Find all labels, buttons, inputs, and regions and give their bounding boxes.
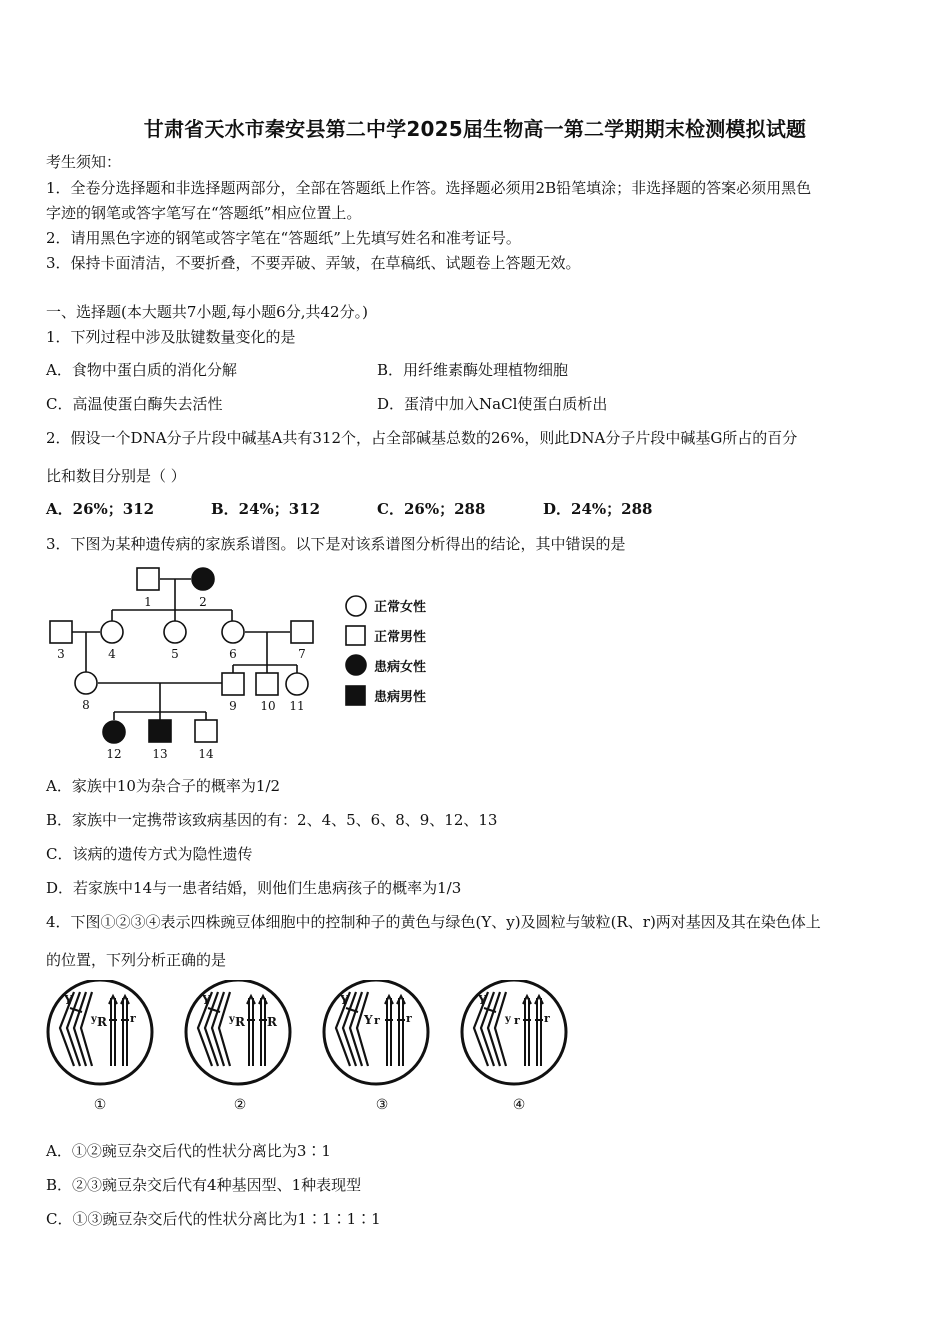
pedigree-individual-3 [50,621,72,643]
q1-option-d: D．蛋清中加入NaCl使蛋白质析出 [377,395,608,413]
q4-option-a: A．①②豌豆杂交后代的性状分离比为3∶1 [46,1142,331,1160]
legend-affected-female-label: 患病女性 [374,660,427,675]
legend-normal-male-symbol [346,626,365,645]
pedigree-individual-2 [192,568,214,590]
pedigree-individual-10 [256,673,278,695]
pedigree-individual-6 [222,621,244,643]
cell-2-label: ② [233,1097,247,1113]
cell-4-gene-4: r [544,1012,550,1025]
cell-3 [324,980,428,1084]
cell-1-label: ① [93,1097,107,1113]
notice-heading: 考生须知： [46,153,122,171]
pedigree-label-3: 3 [57,647,65,661]
cell-4 [462,980,566,1084]
notice-line-3: 3．保持卡面清洁，不要折叠，不要弄破、弄皱，在草稿纸、试题卷上答题无效。 [46,254,581,272]
section-heading: 一、选择题(本大题共7小题,每小题6分,共42分。) [46,303,368,321]
notice-line-1b: 字迹的钢笔或答字笔写在“答题纸”相应位置上。 [46,204,362,222]
pedigree-individual-9 [222,673,244,695]
cell-1-gene-2: y [91,1014,97,1025]
cell-3-label: ③ [375,1097,389,1113]
pedigree-individual-14 [195,720,217,742]
pedigree-individual-8 [75,672,97,694]
q3-option-d: D．若家族中14与一患者结婚，则他们生患病孩子的概率为1/3 [46,879,462,897]
q2-option-a: A．26%；312 [46,500,155,518]
q4-option-b: B．②③豌豆杂交后代有4种基因型、1种表现型 [46,1176,362,1194]
q4-option-c: C．①③豌豆杂交后代的性状分离比为1∶1∶1∶1 [46,1210,381,1228]
pedigree-label-10: 10 [260,699,276,713]
pedigree-label-5: 5 [171,647,179,661]
q1-option-c: C．高温使蛋白酶失去活性 [46,395,223,413]
pedigree-label-6: 6 [229,647,237,661]
legend-affected-female-symbol [346,655,366,675]
pedigree-label-1: 1 [144,595,152,609]
legend-affected-male-symbol [346,686,365,705]
pedigree-label-8: 8 [82,698,90,712]
pedigree-label-4: 4 [108,647,116,661]
pedigree-individual-4 [101,621,123,643]
q4-stem-b: 的位置，下列分析正确的是 [46,951,227,969]
pedigree-individual-1 [137,568,159,590]
q1-stem: 1．下列过程中涉及肽键数量变化的是 [46,328,296,346]
page-title: 甘肃省天水市秦安县第二中学2025届生物高一第二学期期末检测模拟试题 [143,117,807,141]
pedigree-label-13: 13 [152,747,168,761]
notice-line-1a: 1．全卷分选择题和非选择题两部分，全部在答题纸上作答。选择题必须用2B铅笔填涂；非选择题的答案必须用黑色 [46,179,812,197]
cell-3-gene-4: r [406,1012,412,1025]
cell-2-gene-4: R [267,1015,277,1029]
pedigree-individual-7 [291,621,313,643]
cell-4-label: ④ [512,1097,526,1113]
cell-1 [48,980,152,1084]
cell-2-gene-1: Y [202,993,211,1007]
cell-2-gene-3: R [235,1015,245,1029]
pedigree-label-7: 7 [298,647,306,661]
cell-4-gene-1: Y [478,993,487,1007]
q3-option-a: A．家族中10为杂合子的概率为1/2 [46,777,281,795]
q2-option-c: C．26%；288 [377,500,486,518]
cell-3-gene-2: Y [364,1013,373,1027]
legend-affected-male-label: 患病男性 [374,690,427,705]
cell-1-gene-4: r [130,1012,136,1025]
pedigree-label-11: 11 [289,699,305,713]
pedigree-label-9: 9 [229,699,237,713]
q2-stem-b: 比和数目分别是（ ） [46,467,186,485]
cell-4-gene-3: r [514,1014,520,1027]
pedigree-individual-12 [103,721,125,743]
cell-1-gene-3: R [97,1015,107,1029]
pedigree-individual-5 [164,621,186,643]
q2-option-b: B．24%；312 [211,500,321,518]
notice-line-2: 2．请用黑色字迹的钢笔或答字笔在“答题纸”上先填写姓名和准考证号。 [46,229,521,247]
pedigree-label-12: 12 [106,747,122,761]
cell-3-gene-3: r [374,1014,380,1027]
q2-option-d: D．24%；288 [543,500,653,518]
legend-normal-female-label: 正常女性 [374,600,427,615]
pedigree-label-2: 2 [199,595,207,609]
cell-3-gene-1: Y [340,993,349,1007]
cell-1-gene-1: Y [64,993,73,1007]
pedigree-chart [40,562,460,767]
q1-option-b: B．用纤维素酶处理植物细胞 [377,361,569,379]
cell-2-gene-2: y [229,1014,235,1025]
pedigree-individual-11 [286,673,308,695]
pedigree-individual-13 [149,720,171,742]
q4-stem-a: 4．下图①②③④表示四株豌豆体细胞中的控制种子的黄色与绿色(Y、y)及圆粒与皱粒(R、r)两对基因及其在染色体上 [46,913,821,931]
q3-option-c: C．该病的遗传方式为隐性遗传 [46,845,253,863]
q2-stem-a: 2．假设一个DNA分子片段中碱基A共有312个，占全部碱基总数的26%，则此DNA分子片段中碱基G所占的百分 [46,429,798,447]
chromosome-cells-figure [40,980,580,1115]
legend-normal-female-symbol [346,596,366,616]
q3-stem: 3．下图为某种遗传病的家族系谱图。以下是对该系谱图分析得出的结论，其中错误的是 [46,535,626,553]
pedigree-label-14: 14 [198,747,214,761]
legend-normal-male-label: 正常男性 [374,630,427,645]
cell-4-gene-2: y [505,1014,511,1025]
q3-option-b: B．家族中一定携带该致病基因的有：2、4、5、6、8、9、12、13 [46,811,498,829]
cell-2 [186,980,290,1084]
q1-option-a: A．食物中蛋白质的消化分解 [46,361,237,379]
